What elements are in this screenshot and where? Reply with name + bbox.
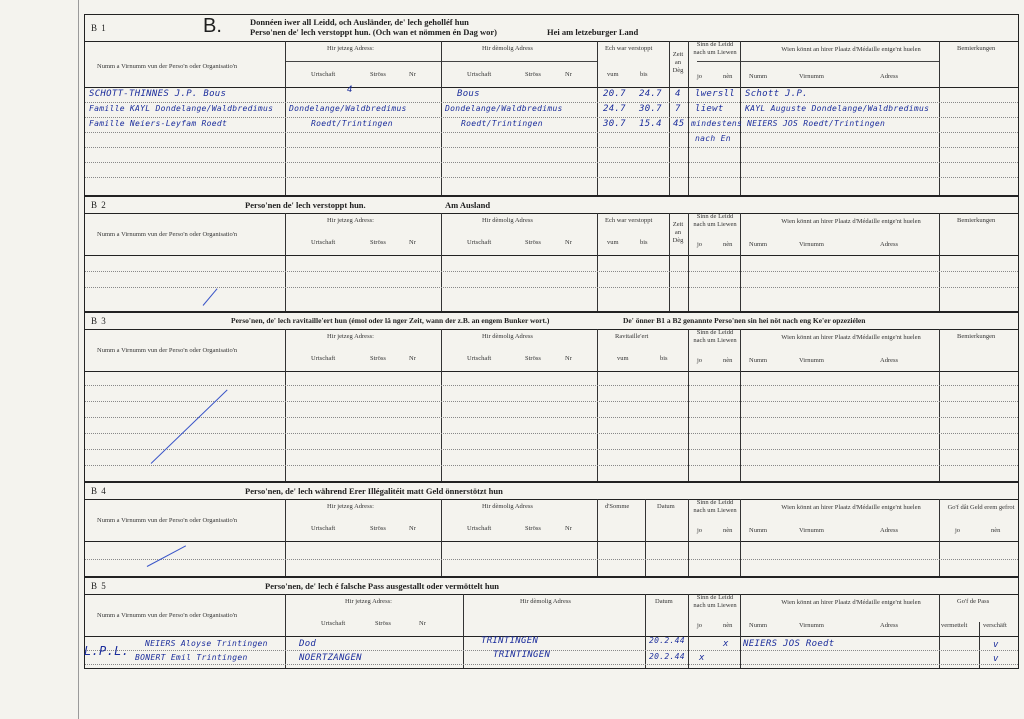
b2-old-address-label: Hir dèmolig Adress <box>482 217 533 224</box>
b3-bemierkungen-label: Bemierkungen <box>957 333 996 340</box>
b4-urtschaft-2: Urtschaft <box>467 525 492 532</box>
b1-bemierkungen-label: Bemierkungen <box>957 45 996 52</box>
b4-jo-label: jo <box>697 527 703 534</box>
b1-entry-bis: 30.7 <box>639 104 662 114</box>
b1-entry-medal: NEIERS JOS Roedt/Trintingen <box>747 119 886 128</box>
section-b4 <box>84 482 1019 577</box>
b1-col-line <box>285 41 286 195</box>
b5-wien-label: Wien könnt an hirer Plaatz d'Médaille entge'nt huelen <box>781 599 921 606</box>
b1-entry-deg: 45 <box>673 119 685 129</box>
b2-row-line <box>85 271 1018 272</box>
b3-row-line <box>85 385 1018 386</box>
b1-row-line <box>85 132 1018 133</box>
b1-entry-vum: 30.7 <box>603 119 626 129</box>
b4-stross-1: Ströss <box>370 525 386 532</box>
b1-col-line <box>669 41 670 195</box>
section-b5 <box>84 577 1019 669</box>
b2-title-2: Am Ausland <box>445 200 491 210</box>
b3-urtschaft-1: Urtschaft <box>311 355 336 362</box>
b3-sinn-label: Sinn de Leidd nach um Liewen <box>693 329 737 344</box>
b3-row-line <box>85 433 1018 434</box>
b5-entry-name: BONERT Emil Trintingen <box>135 653 248 662</box>
b4-sinn-label: Sinn de Leidd nach um Liewen <box>693 499 737 514</box>
b4-col-line <box>939 499 940 576</box>
b1-entry-now: Dondelange/Waldbredimus <box>289 104 407 113</box>
b3-numm-label: Numm <box>749 357 768 364</box>
b3-row-line <box>85 417 1018 418</box>
b5-old-address-label: Hir dèmolig Adress <box>520 598 571 605</box>
b4-numm-label: Numm <box>749 527 768 534</box>
b5-code: B 5 <box>91 581 107 591</box>
b3-vum-label: vum <box>617 355 629 362</box>
b1-entry-bis: 15.4 <box>639 119 662 129</box>
b4-col-headers <box>85 499 1018 542</box>
b1-zeit-label: Zeit an Dèg <box>672 51 684 74</box>
b1-entry-old: Dondelange/Waldbredimus <box>445 104 563 113</box>
b3-name-col-label: Numm a Virnumm vun der Perso'n oder Organisatio'n <box>97 347 238 354</box>
b2-col-line <box>740 213 741 311</box>
b4-somme-label: d'Somme <box>605 503 630 510</box>
b1-nr-1: Nr <box>409 71 416 78</box>
b5-sinn-label: Sinn de Leidd nach um Liewen <box>693 594 737 609</box>
b1-bis-label: bis <box>640 71 648 78</box>
b5-row-line <box>85 664 1018 665</box>
b2-virnumm-label: Virnumm <box>799 241 824 248</box>
b2-bis-label: bis <box>640 239 648 246</box>
b3-nr-1: Nr <box>409 355 416 362</box>
b4-adress-label: Adress <box>880 527 899 534</box>
b4-title: Perso'nen, de' lech während Erer Illégalitéit matt Geld önnerstötzt hun <box>245 486 503 496</box>
b2-bemierkungen-label: Bemierkungen <box>957 217 996 224</box>
b5-entry-datum: 20.2.44 <box>649 652 685 661</box>
b3-bis-label: bis <box>660 355 668 362</box>
b1-title-2: Perso'nen de' lech verstoppt hun. (Och wan et nömmen én Dag wor) <box>250 27 497 37</box>
b5-col-line <box>939 594 940 668</box>
b1-entry-sinn: lwersll <box>695 89 736 99</box>
b5-entry-old: TRINTINGEN <box>493 650 551 660</box>
b1-hidden-label: Ech war verstoppt <box>605 45 653 52</box>
b4-old-address-label: Hir dèmolig Adress <box>482 503 533 510</box>
b2-col-line <box>669 213 670 311</box>
b3-urtschaft-2: Urtschaft <box>467 355 492 362</box>
b1-entry-sinn: liewt <box>695 104 724 114</box>
b4-col-line <box>597 499 598 576</box>
b1-name-col-label: Numm a Virnumm vun der Perso'n oder Organisatio'n <box>97 63 238 70</box>
b4-wien-label: Wien könnt an hirer Plaatz d'Médaille entge'nt huelen <box>781 504 921 511</box>
b1-entry-deg: 7 <box>675 104 681 114</box>
b3-row-line <box>85 465 1018 466</box>
b5-vermettelt-label: vermettelt <box>941 622 968 629</box>
b4-name-col-label: Numm a Virnumm vun der Perso'n oder Organisatio'n <box>97 517 238 524</box>
b4-col-line <box>688 499 689 576</box>
b1-sinn-label: Sinn de Leidd nach um Liewen <box>693 41 737 56</box>
b1-nr-2: Nr <box>565 71 572 78</box>
b1-entry-bis: 24.7 <box>639 89 662 99</box>
b1-entry-name: Famille KAYL Dondelange/Waldbredimus <box>89 104 274 113</box>
b5-entry-now: Dod <box>299 639 317 649</box>
b5-datum-label: Datum <box>655 598 673 605</box>
b3-col-line <box>285 329 286 481</box>
b4-code: B 4 <box>91 486 107 496</box>
b5-title: Perso'nen, de' lech é falsche Pass ausgestallt oder vermöttelt hun <box>265 581 500 591</box>
b1-urtschaft-1: Urtschaft <box>311 71 336 78</box>
b1-row-line <box>85 177 1018 178</box>
section-b2 <box>84 196 1019 312</box>
b5-side-note: L.P.L. <box>84 644 130 658</box>
b4-nen-label: nèn <box>723 527 733 534</box>
b5-entry-old: TRINTINGEN <box>481 636 539 646</box>
b1-entry-deg: 4 <box>675 89 681 99</box>
b1-col-line <box>441 41 442 195</box>
b5-entry-now: NOERTZANGEN <box>299 653 362 663</box>
b3-adress-label: Adress <box>880 357 899 364</box>
b2-col-line <box>688 213 689 311</box>
b1-code: B 1 <box>91 23 107 33</box>
b1-col-line <box>939 41 940 195</box>
b3-old-address-label: Hir dèmolig Adress <box>482 333 533 340</box>
b2-col-line <box>597 213 598 311</box>
b1-entry-sinn: mindestens <box>691 119 743 128</box>
section-b1 <box>84 14 1019 196</box>
page-margin-line <box>78 0 79 719</box>
b1-entry-old: Bous <box>457 89 480 99</box>
b3-jo-label: jo <box>697 357 703 364</box>
b3-col-line <box>597 329 598 481</box>
b3-col-line <box>939 329 940 481</box>
b4-virnumm-label: Virnumm <box>799 527 824 534</box>
b2-stross-2: Ströss <box>525 239 541 246</box>
b5-col-line <box>285 594 286 668</box>
b3-stross-1: Ströss <box>370 355 386 362</box>
b4-geld-label: Go'f dât Geld erem gefrot <box>947 504 1015 511</box>
b1-entry-now: 4 <box>347 85 353 95</box>
b2-urtschaft-1: Urtschaft <box>311 239 336 246</box>
b2-cancel-stroke <box>203 288 218 305</box>
b5-entry-jo: x <box>699 653 705 663</box>
b1-wien-label: Wien könnt an hirer Plaatz d'Médaille entge'nt huelen <box>781 46 921 53</box>
b5-col-headers <box>85 594 1018 637</box>
b5-col-line <box>979 622 980 668</box>
b4-col-line <box>441 499 442 576</box>
b4-col-line <box>645 499 646 576</box>
b2-code: B 2 <box>91 200 107 210</box>
b2-jo-label: jo <box>697 241 703 248</box>
b2-stross-1: Ströss <box>370 239 386 246</box>
b1-virnumm-label: Virnumm <box>799 73 824 80</box>
b5-entry-pass: v <box>993 640 999 650</box>
b1-stross-2: Ströss <box>525 71 541 78</box>
b1-col-line <box>688 41 689 195</box>
b5-row-line <box>85 650 1018 651</box>
b2-title: Perso'nen de' lech verstoppt hun. <box>245 200 366 210</box>
b1-stross-1: Ströss <box>370 71 386 78</box>
b2-col-line <box>285 213 286 311</box>
b1-entry-old: Roedt/Trintingen <box>461 119 543 128</box>
b1-numm-label: Numm <box>749 73 768 80</box>
b5-nen-label: nèn <box>723 622 733 629</box>
b3-virnumm-label: Virnumm <box>799 357 824 364</box>
b2-name-col-label: Numm a Virnumm vun der Perso'n oder Organisatio'n <box>97 231 238 238</box>
b1-title-1: Donnéen iwer all Leidd, och Ausländer, de' lech geholléf hun <box>250 17 469 27</box>
b2-now-address-label: Hir jetzeg Adress: <box>327 217 374 224</box>
b1-jo-label: jo <box>697 73 703 80</box>
b1-old-address-label: Hir dèmolig Adress <box>482 45 533 52</box>
b5-entry-datum: 20.2.44 <box>649 636 685 645</box>
b3-code: B 3 <box>91 316 107 326</box>
b5-now-address-label: Hir jetzeg Adress: <box>345 598 392 605</box>
b3-wien-label: Wien könnt an hirer Plaatz d'Médaille entge'nt huelen <box>781 334 921 341</box>
b2-nr-1: Nr <box>409 239 416 246</box>
b3-stross-2: Ströss <box>525 355 541 362</box>
b1-adress-label: Adress <box>880 73 899 80</box>
b3-col-line <box>740 329 741 481</box>
b4-nr-2: Nr <box>565 525 572 532</box>
b5-jo-label: jo <box>697 622 703 629</box>
b1-entry-name: Famille Neiers-Leyfam Roedt <box>89 119 228 128</box>
b1-entry-now: Roedt/Trintingen <box>311 119 393 128</box>
b5-adress-label: Adress <box>880 622 899 629</box>
b4-geld-jo: jo <box>955 527 961 534</box>
b5-col-line <box>688 594 689 668</box>
b2-zeit-label: Zeit an Dèg <box>672 221 684 244</box>
b5-virnumm-label: Virnumm <box>799 622 824 629</box>
b1-row-line <box>85 147 1018 148</box>
b4-col-line <box>740 499 741 576</box>
b2-row-line <box>85 287 1018 288</box>
b5-urtschaft-1: Urtschaft <box>321 620 346 627</box>
b2-numm-label: Numm <box>749 241 768 248</box>
b3-nr-2: Nr <box>565 355 572 362</box>
b3-col-headers <box>85 329 1018 372</box>
b5-col-line <box>463 594 464 668</box>
b4-datum-label: Datum <box>657 503 675 510</box>
b2-header <box>85 197 1018 214</box>
b2-hidden-label: Ech war verstoppt <box>605 217 653 224</box>
b2-nen-label: nèn <box>723 241 733 248</box>
b5-entry-medal: NEIERS JOS Roedt <box>743 639 835 649</box>
b4-cancel-stroke <box>147 545 186 567</box>
b1-col-line <box>740 41 741 195</box>
b4-header <box>85 483 1018 500</box>
b1-header <box>85 15 1018 42</box>
b1-nen-label: nèn <box>723 73 733 80</box>
b3-title: Perso'nen, de' lech ravitaille'ert hun (émol oder lä nger Zeit, wann der z.B. an engem Bunker wort.) <box>231 316 550 325</box>
b5-col-line <box>645 594 646 668</box>
b4-urtschaft-1: Urtschaft <box>311 525 336 532</box>
b3-title-2: De' önner B1 a B2 genannte Perso'nen sin hei nöt nach eng Ke'er opzeziélen <box>623 316 866 325</box>
b3-col-line <box>688 329 689 481</box>
b1-row-line <box>85 162 1018 163</box>
b2-urtschaft-2: Urtschaft <box>467 239 492 246</box>
b1-entry-medal: KAYL Auguste Dondelange/Waldbredimus <box>745 104 930 113</box>
b4-col-line <box>285 499 286 576</box>
b2-col-line <box>441 213 442 311</box>
b1-row-line <box>85 102 1018 103</box>
b5-pass-label: Go'f de Pass <box>957 598 990 605</box>
b5-nr-1: Nr <box>419 620 426 627</box>
b4-row-line <box>85 559 1018 560</box>
b2-adress-label: Adress <box>880 241 899 248</box>
b1-col-line <box>597 41 598 195</box>
b2-sinn-label: Sinn de Leidd nach um Liewen <box>693 213 737 228</box>
b5-entry-nen: x <box>723 639 729 649</box>
b1-big-letter: B. <box>203 15 222 37</box>
b1-urtschaft-2: Urtschaft <box>467 71 492 78</box>
b1-entry-vum: 20.7 <box>603 89 626 99</box>
b5-verschaft-label: verschäft <box>983 622 1007 629</box>
b4-now-address-label: Hir jetzeg Adress: <box>327 503 374 510</box>
b5-header <box>85 578 1018 595</box>
b2-vum-label: vum <box>607 239 619 246</box>
b3-row-line <box>85 449 1018 450</box>
b3-col-line <box>441 329 442 481</box>
b3-nen-label: nèn <box>723 357 733 364</box>
b1-entry-medal: Schott J.P. <box>745 89 808 99</box>
b5-numm-label: Numm <box>749 622 768 629</box>
b5-stross-1: Ströss <box>375 620 391 627</box>
b3-row-line <box>85 401 1018 402</box>
b2-col-line <box>939 213 940 311</box>
b1-subheader-line-2 <box>697 61 939 62</box>
b1-entry-sinn: nach En <box>695 134 731 143</box>
b5-col-line <box>740 594 741 668</box>
b1-entry-name: SCHOTT-THINNES J.P. Bous <box>89 89 227 99</box>
b2-nr-2: Nr <box>565 239 572 246</box>
b4-nr-1: Nr <box>409 525 416 532</box>
section-b3 <box>84 312 1019 482</box>
b3-now-address-label: Hir jetzeg Adress: <box>327 333 374 340</box>
b3-header <box>85 313 1018 330</box>
b4-geld-nen: nèn <box>991 527 1001 534</box>
b1-vum-label: vum <box>607 71 619 78</box>
b5-entry-pass: v <box>993 654 999 664</box>
b1-now-address-label: Hir jetzeg Adress: <box>327 45 374 52</box>
b1-entry-vum: 24.7 <box>603 104 626 114</box>
b2-col-headers <box>85 213 1018 256</box>
b3-ravitaille-label: Ravitaille'ert <box>615 333 649 340</box>
b1-title-3: Hei am letzeburger Land <box>547 27 639 37</box>
b5-entry-name: NEIERS Aloyse Trintingen <box>145 639 268 648</box>
b1-col-headers <box>85 41 1018 88</box>
b5-name-col-label: Numm a Virnumm vun der Perso'n oder Organisatio'n <box>97 612 238 619</box>
b2-wien-label: Wien könnt an hirer Plaatz d'Médaille entge'nt huelen <box>781 218 921 225</box>
b4-stross-2: Ströss <box>525 525 541 532</box>
b1-row-line <box>85 117 1018 118</box>
